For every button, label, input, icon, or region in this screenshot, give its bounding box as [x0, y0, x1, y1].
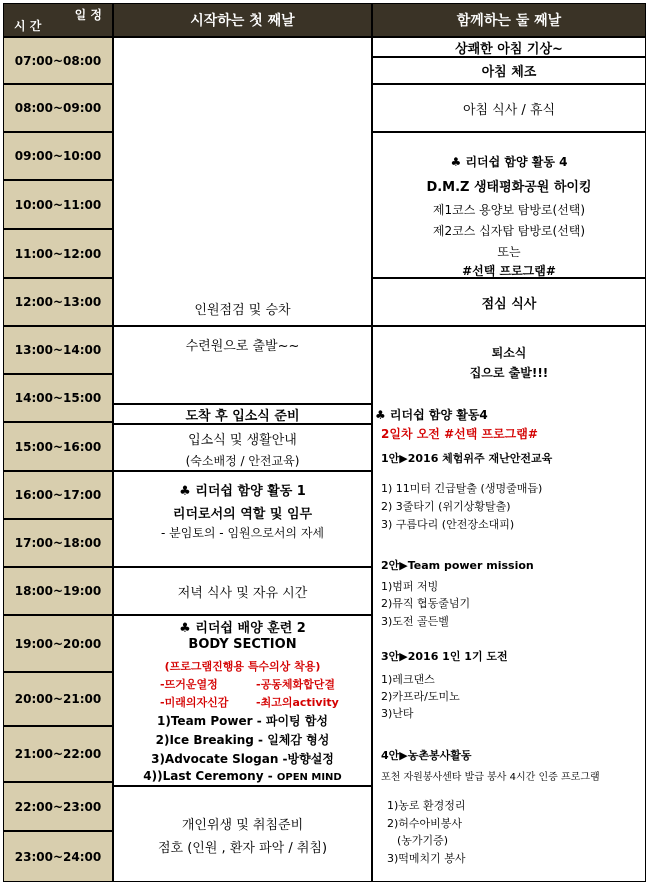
option4-item: 1)농로 환경정리	[387, 799, 466, 812]
time-slot: 09:00~10:00	[3, 132, 113, 180]
time-slot: 12:00~13:00	[3, 278, 113, 326]
corner-header	[3, 3, 113, 37]
time-slot: 17:00~18:00	[3, 519, 113, 567]
depart-text: 수련원으로 출발~~	[185, 339, 300, 354]
activity1-sub: - 분임토의 - 임원으로서의 자세	[160, 526, 325, 540]
entrance-sub-text: (숙소배정 / 안전교육)	[185, 454, 300, 468]
day1-activity1-cell	[113, 471, 372, 567]
training-item-main: 4))Last Ceremony -	[143, 769, 277, 783]
option1-item: 2) 3줄타기 (위기상황탈출)	[381, 500, 511, 513]
option2-item: 1)범퍼 저빙	[381, 580, 439, 593]
day1-header: 시작하는 첫 째날	[113, 3, 372, 37]
day1-hygiene-cell	[113, 786, 372, 882]
boarding-text: 인원점검 및 승차	[194, 303, 291, 318]
course-2: 제2코스 십자탑 탐방로(선택)	[432, 224, 586, 238]
day1-arrive-cell: 도착 후 입소식 준비	[113, 404, 372, 424]
day2-lunch-cell: 점심 식사	[372, 278, 646, 326]
training-item: 2)Ice Breaking - 일체감 형성	[155, 733, 330, 747]
training-title: ♣ 리더쉽 배양 훈련 2	[179, 621, 306, 636]
time-slot: 20:00~21:00	[3, 672, 113, 726]
option4-title: 4안▶농촌봉사활동	[381, 749, 472, 762]
day1-entrance-cell	[113, 424, 372, 471]
hygiene-text: 개인위생 및 취침준비	[181, 818, 304, 833]
activity1-title: ♣ 리더쉽 함양 활동 1	[179, 484, 306, 499]
time-slot: 13:00~14:00	[3, 326, 113, 374]
option1-item: 3) 구름다리 (안전장소대피)	[381, 518, 515, 531]
training-item: 3)Advocate Slogan -방향설정	[151, 752, 334, 766]
day2-afternoon-cell	[372, 326, 646, 882]
activity4-name: D.M.Z 생태평화공원 하이킹	[426, 180, 592, 195]
training-item	[114, 769, 371, 783]
option2-item: 2)뮤직 협동줄넘기	[381, 597, 471, 610]
option2-title: 2안▶Team power mission	[381, 559, 534, 572]
training-name: BODY SECTION	[188, 637, 297, 652]
option2-item: 3)도전 골든벨	[381, 615, 449, 628]
time-slot: 07:00~08:00	[3, 37, 113, 84]
activity1-name: 리더로서의 역할 및 임무	[172, 507, 313, 522]
day2-exercise-cell: 아침 체조	[372, 57, 646, 84]
option3-item: 3)난타	[381, 707, 414, 720]
time-slot: 19:00~20:00	[3, 615, 113, 672]
time-slot: 18:00~19:00	[3, 567, 113, 615]
corner-bottom-label: 시 간	[14, 19, 42, 33]
day2-breakfast-cell: 아침 식사 / 휴식	[372, 84, 646, 132]
time-slot: 14:00~15:00	[3, 374, 113, 422]
training-point: -미래의자신감	[160, 696, 229, 709]
entrance-text: 입소식 및 생활안내	[188, 433, 297, 448]
option1-title: 1안▶2016 체험위주 재난안전교육	[381, 452, 553, 465]
option3-item: 1)레크댄스	[381, 673, 435, 686]
day2-header: 함께하는 둘 째날	[372, 3, 646, 37]
hygiene-sub: 점호 (인원 , 환자 파악 / 취침)	[157, 841, 328, 856]
training-item-emph: OPEN MIND	[276, 772, 342, 783]
activity4b-title: ♣ 리더쉽 함양 활동4	[375, 408, 488, 422]
training-point: -뜨거운열정	[160, 678, 218, 691]
select-program: #선택 프로그램#	[462, 264, 556, 278]
or-text: 또는	[497, 245, 521, 259]
day1-depart-cell	[113, 326, 372, 404]
time-slot: 11:00~12:00	[3, 229, 113, 278]
time-slot: 15:00~16:00	[3, 422, 113, 471]
day1-boarding-cell	[113, 37, 372, 326]
option4-item: 2)허수아비봉사	[387, 817, 463, 830]
option3-item: 2)카프라/도미노	[381, 690, 460, 703]
option1-item: 1) 11미터 긴급탈출 (생명줄매듭)	[381, 482, 543, 495]
course-1: 제1코스 용양보 탐방로(선택)	[432, 203, 586, 217]
day1-dinner-cell: 저녁 식사 및 자유 시간	[113, 567, 372, 615]
activity4-title: ♣ 리더쉽 함양 활동 4	[450, 155, 568, 169]
time-slot: 22:00~23:00	[3, 782, 113, 831]
option4-desc: 포천 자원봉사센타 발급 봉사 4시간 인증 프로그램	[381, 772, 600, 783]
corner-top-label: 일 정	[74, 8, 102, 22]
day1-training-cell	[113, 615, 372, 786]
time-slot: 23:00~24:00	[3, 831, 113, 882]
training-item: 1)Team Power - 파이팅 함성	[157, 714, 328, 728]
option3-title: 3안▶2016 1인 1기 도전	[381, 650, 508, 663]
training-point: -최고의activity	[256, 696, 339, 709]
day2-activity4-cell	[372, 132, 646, 278]
time-slot: 21:00~22:00	[3, 726, 113, 782]
time-slot: 08:00~09:00	[3, 84, 113, 132]
day2-wake-cell: 상쾌한 아침 기상~	[372, 37, 646, 57]
option4-item: 3)떡메치기 봉사	[387, 852, 466, 865]
time-slot: 16:00~17:00	[3, 471, 113, 519]
leave-text: 퇴소식	[491, 346, 527, 360]
activity4b-sub: 2일차 오전 #선택 프로그램#	[381, 427, 538, 441]
option4-item: (농가기증)	[397, 834, 449, 847]
time-slot: 10:00~11:00	[3, 180, 113, 229]
training-note: (프로그램진행용 특수의상 착용)	[164, 660, 321, 673]
go-home-text: 집으로 출발!!!	[469, 366, 549, 380]
training-point: -공동체화합단결	[256, 678, 335, 691]
